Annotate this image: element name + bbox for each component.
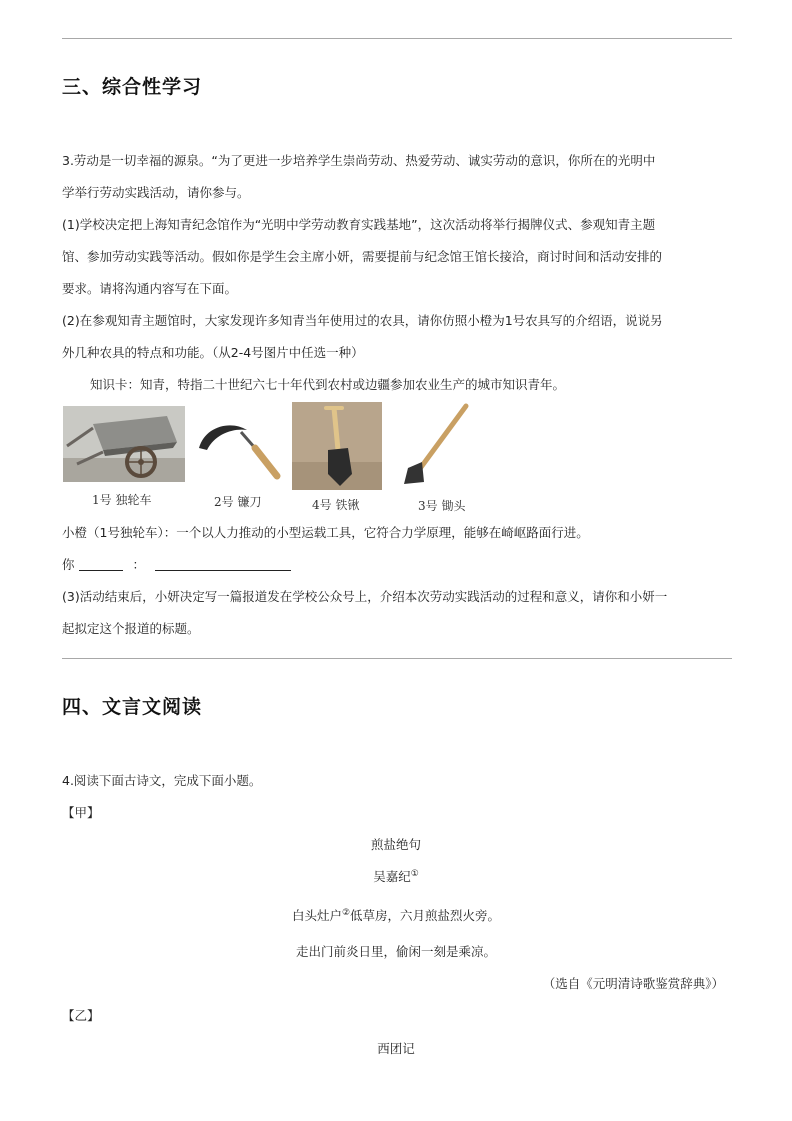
poem-title: 煎盐绝句 [370, 837, 421, 852]
caption-1: 1号 独轮车 [92, 493, 152, 507]
answer-line [62, 555, 291, 573]
section-divider [62, 658, 732, 659]
q3-1-line-1: (1)学校决定把上海知青纪念馆作为“光明中学劳动教育实践基地”，这次活动将举行揭牌仪式、参观知青主题 [62, 217, 656, 232]
yi-label: 【乙】 [62, 1008, 100, 1023]
section-4-title: 四、文言文阅读 [62, 696, 203, 718]
poem-author [0, 867, 792, 885]
poem-source: （选自《元明清诗歌鉴赏辞典》） [542, 976, 724, 991]
author-name: 吴嘉纪 [373, 869, 411, 884]
poem-line-1-a: 白头灶户 [291, 908, 342, 923]
q4-intro: 4.阅读下面古诗文，完成下面小题。 [62, 773, 262, 788]
example-intro: 小橙（1号独轮车）：一个以人力推动的小型运载工具，它符合力学原理，能够在崎岖路面行进。 [62, 525, 589, 540]
q3-3-line-2: 起拟定这个报道的标题。 [62, 621, 200, 636]
q3-line-2: 学举行劳动实践活动，请你参与。 [62, 185, 250, 200]
top-divider [62, 38, 732, 39]
sickle-image [193, 418, 285, 484]
poem-line-1-b: 低草房，六月煎盐烈火旁。 [350, 908, 501, 923]
caption-2: 2号 镰刀 [214, 495, 262, 509]
answer-prefix: 你 [62, 557, 75, 572]
hoe-image [398, 402, 474, 488]
q3-3-line-1: (3)活动结束后，小妍决定写一篇报道发在学校公众号上，介绍本次劳动实践活动的过程和意义，请你和小妍一 [62, 589, 668, 604]
answer-blank[interactable] [155, 570, 291, 571]
author-footnote-mark: ① [410, 869, 419, 879]
q3-2-line-2: 外几种农具的特点和功能。（从2-4号图片中任选一种） [62, 345, 364, 360]
knowledge-card: 知识卡：知青，特指二十世纪六七十年代到农村或边疆参加农业生产的城市知识青年。 [90, 377, 566, 392]
yi-title: 西团记 [377, 1041, 415, 1056]
jia-label: 【甲】 [62, 805, 100, 820]
shovel-image [292, 402, 382, 490]
poem-line-2: 走出门前炎日里，偷闲一刻是乘凉。 [295, 944, 496, 959]
poem-line-1 [0, 906, 792, 924]
caption-3: 3号 锄头 [418, 499, 466, 513]
caption-4: 4号 铁锹 [312, 498, 360, 512]
tool-blank[interactable] [79, 570, 123, 571]
zaohu-footnote-mark: ② [341, 908, 351, 918]
q3-1-line-3: 要求。请将沟通内容写在下面。 [62, 281, 238, 296]
answer-colon: ： [132, 557, 145, 572]
q3-1-line-2: 馆、参加劳动实践等活动。假如你是学生会主席小妍，需要提前与纪念馆王馆长接洽，商讨时间和活动安排的 [62, 249, 663, 264]
q3-2-line-1: (2)在参观知青主题馆时，大家发现许多知青当年使用过的农具，请你仿照小橙为1号农具写的介绍语，说说另 [62, 313, 663, 328]
q3-line-1: 3.劳动是一切幸福的源泉。“为了更进一步培养学生崇尚劳动、热爱劳动、诚实劳动的意识，你所在的光明中 [62, 153, 656, 168]
wheelbarrow-image [63, 406, 185, 482]
section-3-title: 三、综合性学习 [62, 76, 203, 98]
